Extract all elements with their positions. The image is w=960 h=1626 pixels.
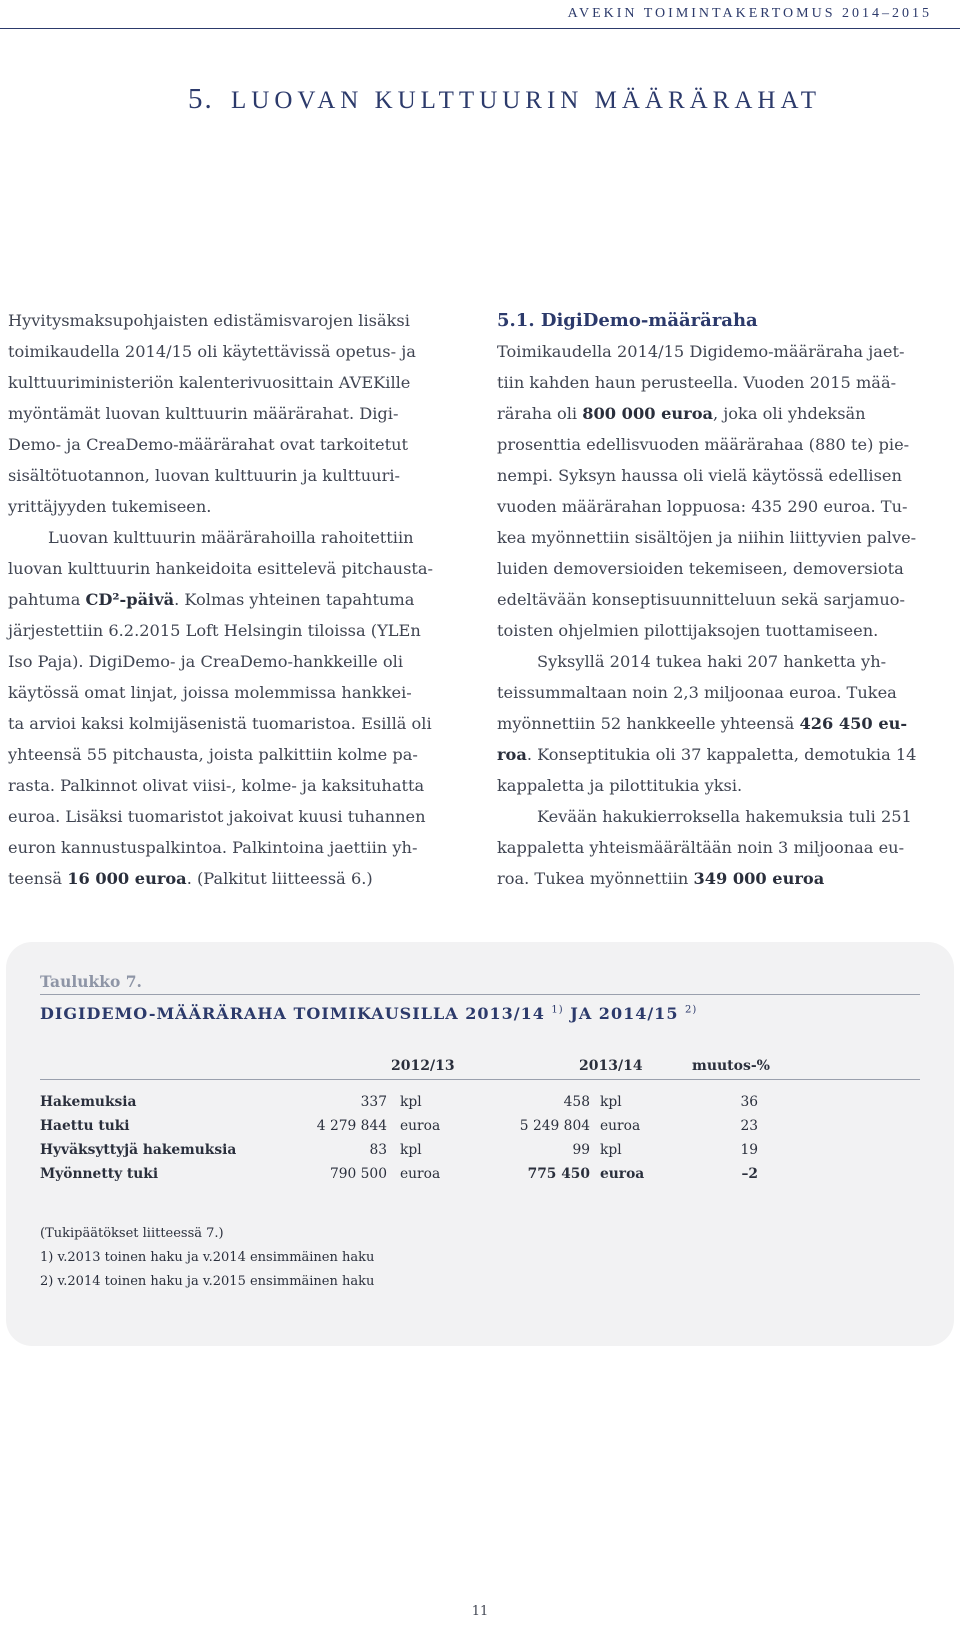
text-segment: myönnettiin 52 hankkeelle yhteensä — [497, 714, 800, 733]
chapter-title — [188, 83, 821, 116]
text-line: teissummaltaan noin 2,3 miljoonaa euroa. Tukea — [497, 683, 897, 702]
chapter-title-text: LUOVAN KULTTUURIN MÄÄRÄRAHAT — [231, 87, 822, 114]
text-line — [497, 863, 949, 894]
row-label: Haettu tuki — [40, 1118, 130, 1134]
table-label: Taulukko 7. — [40, 972, 142, 991]
text-segment: . Konseptitukia oli 37 kappaletta, demotukia 14 — [526, 745, 917, 764]
text-line — [8, 584, 470, 615]
right-column — [497, 305, 949, 894]
section-title: 5.1. DigiDemo-määräraha — [497, 310, 758, 331]
value-2013: 5 249 804 — [519, 1118, 590, 1134]
text-line: kulttuuriministeriön kalenterivuosittain AVEKille — [8, 373, 411, 392]
text-line: luiden demoversioiden tekemiseen, demoversiota — [497, 559, 904, 578]
text-line: yhteensä 55 pitchausta, joista palkittiin kolme pa- — [8, 745, 418, 764]
text-line — [497, 398, 949, 429]
table-row — [6, 1094, 954, 1118]
unit-2012: euroa — [400, 1166, 441, 1182]
footnote-marker-1: 1) — [551, 1004, 564, 1016]
unit-2013: euroa — [600, 1166, 645, 1182]
left-paragraph-2 — [8, 522, 470, 894]
header-rule — [40, 1079, 920, 1080]
text-line: myöntämät luovan kulttuurin määrärahat. Digi- — [8, 404, 399, 423]
table-title-text: DIGIDEMO-MÄÄRÄRAHA TOIMIKAUSILLA 2013/14 — [40, 1004, 545, 1023]
autumn-total-cont: roa — [497, 745, 527, 764]
text-segment: . Kolmas yhteinen tapahtuma — [174, 590, 415, 609]
text-line: Demo- ja CreaDemo-määrärahat ovat tarkoitetut — [8, 435, 409, 454]
row-label: Myönnetty tuki — [40, 1166, 159, 1182]
text-line: euron kannustuspalkintoa. Palkintoina jaettiin yh- — [8, 838, 418, 857]
chapter-number: 5. — [188, 83, 214, 115]
text-line: kea myönnettiin sisältöjen ja niihin liittyvien palve- — [497, 528, 917, 547]
text-line: Toimikaudella 2014/15 Digidemo-määräraha jaet- — [497, 342, 905, 361]
table-row — [6, 1166, 954, 1190]
text-line: järjestettiin 6.2.2015 Loft Helsingin tiloissa (YLEn — [8, 621, 421, 640]
text-segment: pahtuma — [8, 590, 86, 609]
text-segment: , joka oli yhdeksän — [712, 404, 866, 423]
text-line: kappaletta yhteismäärältään noin 3 miljoonaa eu- — [497, 838, 905, 857]
text-segment: . (Palkitut liitteessä 6.) — [186, 869, 373, 888]
text-line: sisältötuotannon, luovan kulttuurin ja kulttuuri- — [8, 466, 400, 485]
text-line: edeltävään konseptisuunnitteluun sekä sarjamuo- — [497, 590, 906, 609]
table-title — [40, 1004, 697, 1023]
event-name: CD²-päivä — [85, 590, 175, 609]
text-line — [8, 863, 470, 894]
text-line: euroa. Lisäksi tuomaristot jakoivat kuusi tuhannen — [8, 807, 426, 826]
text-line: kappaletta ja pilottitukia yksi. — [497, 776, 743, 795]
table-row — [6, 1118, 954, 1142]
value-2013: 99 — [572, 1142, 590, 1158]
header-rule — [0, 28, 960, 29]
change-percent: 36 — [740, 1094, 758, 1110]
table-note: (Tukipäätökset liitteessä 7.) — [40, 1226, 224, 1241]
text-line: yrittäjyyden tukemiseen. — [8, 497, 212, 516]
value-2012: 337 — [360, 1094, 387, 1110]
unit-2013: kpl — [600, 1094, 622, 1110]
text-segment: teensä — [8, 869, 68, 888]
table-row — [6, 1142, 954, 1166]
text-line: Iso Paja). DigiDemo- ja CreaDemo-hankkeille oli — [8, 652, 403, 671]
budget-amount: 800 000 euroa — [582, 404, 713, 423]
row-label: Hakemuksia — [40, 1094, 137, 1110]
text-line — [497, 739, 949, 770]
text-line: Syksyllä 2014 tukea haki 207 hanketta yh- — [537, 652, 887, 671]
change-percent: –2 — [741, 1166, 758, 1182]
text-line: tiin kahden haun perusteella. Vuoden 2015 mää- — [497, 373, 897, 392]
column-header-2012: 2012/13 — [391, 1058, 455, 1074]
text-line: prosenttia edellisvuoden määrärahaa (880 te) pie- — [497, 435, 910, 454]
text-line: luovan kulttuurin hankeidoita esittelevä pitchausta- — [8, 559, 434, 578]
table-box — [6, 942, 954, 1346]
text-line — [497, 708, 949, 739]
text-segment: roa. Tukea myönnettiin — [497, 869, 694, 888]
value-2012: 4 279 844 — [316, 1118, 387, 1134]
footnote-1: 1) v.2013 toinen haku ja v.2014 ensimmäinen haku — [40, 1250, 375, 1265]
spring-total: 349 000 euroa — [693, 869, 825, 888]
unit-2013: euroa — [600, 1118, 641, 1134]
text-line: toisten ohjelmien pilottijaksojen tuottamiseen. — [497, 621, 879, 640]
unit-2012: kpl — [400, 1094, 422, 1110]
text-segment: räraha oli — [497, 404, 583, 423]
unit-2012: kpl — [400, 1142, 422, 1158]
text-line: Hyvitysmaksupohjaisten edistämisvarojen lisäksi — [8, 311, 410, 330]
change-percent: 19 — [740, 1142, 758, 1158]
value-2013: 775 450 — [527, 1166, 590, 1182]
text-line: Luovan kulttuurin määrärahoilla rahoitettiin — [48, 528, 414, 547]
unit-2013: kpl — [600, 1142, 622, 1158]
unit-2012: euroa — [400, 1118, 441, 1134]
footnote-marker-2: 2) — [685, 1004, 698, 1016]
footnote-2: 2) v.2014 toinen haku ja v.2015 ensimmäinen haku — [40, 1274, 375, 1289]
column-header-change: muutos-% — [692, 1058, 770, 1074]
prize-total: 16 000 euroa — [67, 869, 187, 888]
row-label: Hyväksyttyjä hakemuksia — [40, 1142, 237, 1158]
column-header-2013: 2013/14 — [579, 1058, 643, 1074]
change-percent: 23 — [740, 1118, 758, 1134]
running-head: AVEKIN TOIMINTAKERTOMUS 2014–2015 — [567, 6, 932, 21]
page-number: 11 — [471, 1604, 489, 1619]
table-title-rule — [40, 994, 920, 995]
text-line: ta arvioi kaksi kolmijäsenistä tuomaristoa. Esillä oli — [8, 714, 432, 733]
left-column — [8, 305, 470, 894]
text-line: vuoden määrärahan loppuosa: 435 290 euroa. Tu- — [497, 497, 908, 516]
autumn-total: 426 450 eu- — [799, 714, 908, 733]
text-line: nempi. Syksyn haussa oli vielä käytössä edellisen — [497, 466, 902, 485]
left-paragraph-1 — [8, 305, 470, 522]
table-title-text-2: JA 2014/15 — [570, 1004, 679, 1023]
value-2012: 83 — [369, 1142, 387, 1158]
text-line: toimikaudella 2014/15 oli käytettävissä opetus- ja — [8, 342, 416, 361]
value-2012: 790 500 — [329, 1166, 387, 1182]
text-line: rasta. Palkinnot olivat viisi-, kolme- ja kaksituhatta — [8, 776, 425, 795]
text-line: käytössä omat linjat, joissa molemmissa hankkei- — [8, 683, 412, 702]
value-2013: 458 — [563, 1094, 590, 1110]
text-line: Kevään hakukierroksella hakemuksia tuli 251 — [537, 807, 912, 826]
